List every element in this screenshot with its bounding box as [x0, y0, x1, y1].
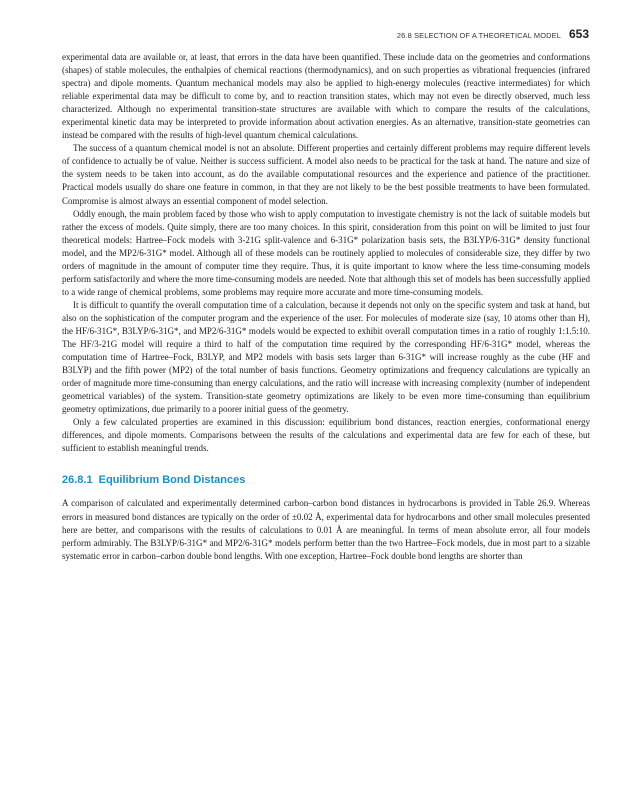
- paragraph: It is difficult to quantify the overall computation time of a calculation, because it depends not only on the specific system and task at hand, but also on the sophistication of the computer program and the experience of the user. For molecules of moderate size (say, 10 atoms other than H), the HF/6-31G*, B3LYP/6-31G*, and MP2/6-31G* models would be expected to exhibit overall computation times in a ratio of roughly 1:1.5:10. The HF/3-21G model will require a third to half of the computation time required by the corresponding HF/6-31G* model, whereas the computation time of Hartree–Fock, B3LYP, and MP2 models with basis sets larger than 6-31G* will increase roughly as the cube (HF and B3LYP) and the fifth power (MP2) of the total number of basis functions. Geometry optimizations and frequency calculations are typically an order of magnitude more time-consuming than energy calculations, and the ratio will increase with increasing complexity (number of independent geometrical variables) of the system. Transition-state geometry optimizations are likely to be even more time-consuming than equilibrium geometry optimizations, due primarily to a poorer initial guess of the geometry.: [62, 299, 590, 415]
- running-head: [397, 27, 589, 41]
- section-heading: [62, 474, 590, 486]
- paragraph: experimental data are available or, at least, that errors in the data have been quantified. These include data on the geometries and conformations (shapes) of stable molecules, the enthalpies of chemical reactions (thermodynamics), and on such properties as vibrational frequencies (infrared spectra) and dipole moments. Quantum mechanical models may also be applied to high-energy molecules (reactive intermediates) for which reliable experimental data may be difficult to come by, and to reaction transition states, which may not even be directly observed, much less characterized. Although no experimental transition-state structures are available with which to compare the results of the calculations, experimental kinetic data may be interpreted to provide information about activation energies. As an alternative, transition-state geometries can instead be compared with the results of high-level quantum chemical calculations.: [62, 52, 590, 141]
- paragraph: The success of a quantum chemical model is not an absolute. Different properties and certainly different problems may require different levels of confidence to actually be of value. Neither is success sufficient. A model also needs to be practical for the task at hand. The nature and size of the system needs to be taken into account, as do the available computational resources and the experience and patience of the practitioner. Practical models usually do share one feature in common, in that they are not likely to be the best possible treatments to have been formulated. Compromise is almost always an essential component of model selection.: [62, 143, 590, 206]
- section-number: 26.8.1: [62, 474, 93, 487]
- paragraph: Only a few calculated properties are examined in this discussion: equilibrium bond distances, reaction energies, conformational energy differences, and dipole moments. Comparisons between the results of the calculations and experimental data are few for each of these, but sufficient to establish meaningful trends.: [62, 417, 590, 454]
- paragraph: Oddly enough, the main problem faced by those who wish to apply computation to investigate chemistry is not the lack of suitable models but rather the excess of models. Quite simply, there are too many choices. In this spirit, consideration from this point on will be limited to just four theoretical models: Hartree–Fock models with 3-21G split-valence and 6-31G* polarization basis sets, the B3LYP/6-31G* density functional model, and the MP2/6-31G* model. Although all of these models can be routinely applied to molecules of considerable size, they differ by two orders of magnitude in the amount of computer time they require. Thus, it is quite important to know where the less time-consuming models perform satisfactorily and where the more time-consuming models are needed. Note that although this set of models has been successfully applied to a wide range of chemical problems, some problems may require more accurate and more time-consuming models.: [62, 208, 590, 297]
- paragraph: A comparison of calculated and experimentally determined carbon–carbon bond distances in hydrocarbons is provided in Table 26.9. Whereas errors in measured bond distances are typically on the order of ±0.02 Å, experimental data for hydrocarbons and other small molecules presented here are better, and comparisons with the results of calculations to 0.01 Å are meaningful. In terms of mean absolute error, all four models perform admirably. The B3LYP/6-31G* and MP2/6-31G* models perform better than the two Hartree–Fock models, due in most part to a sizable systematic error in carbon–carbon double bond lengths. With one exception, Hartree–Fock double bond lengths are shorter than: [62, 498, 590, 561]
- page-number: 653: [568, 27, 589, 41]
- section-title: Equilibrium Bond Distances: [98, 474, 246, 487]
- running-title: 26.8 SELECTION OF A THEORETICAL MODEL: [396, 31, 561, 40]
- page-body: [62, 51, 590, 563]
